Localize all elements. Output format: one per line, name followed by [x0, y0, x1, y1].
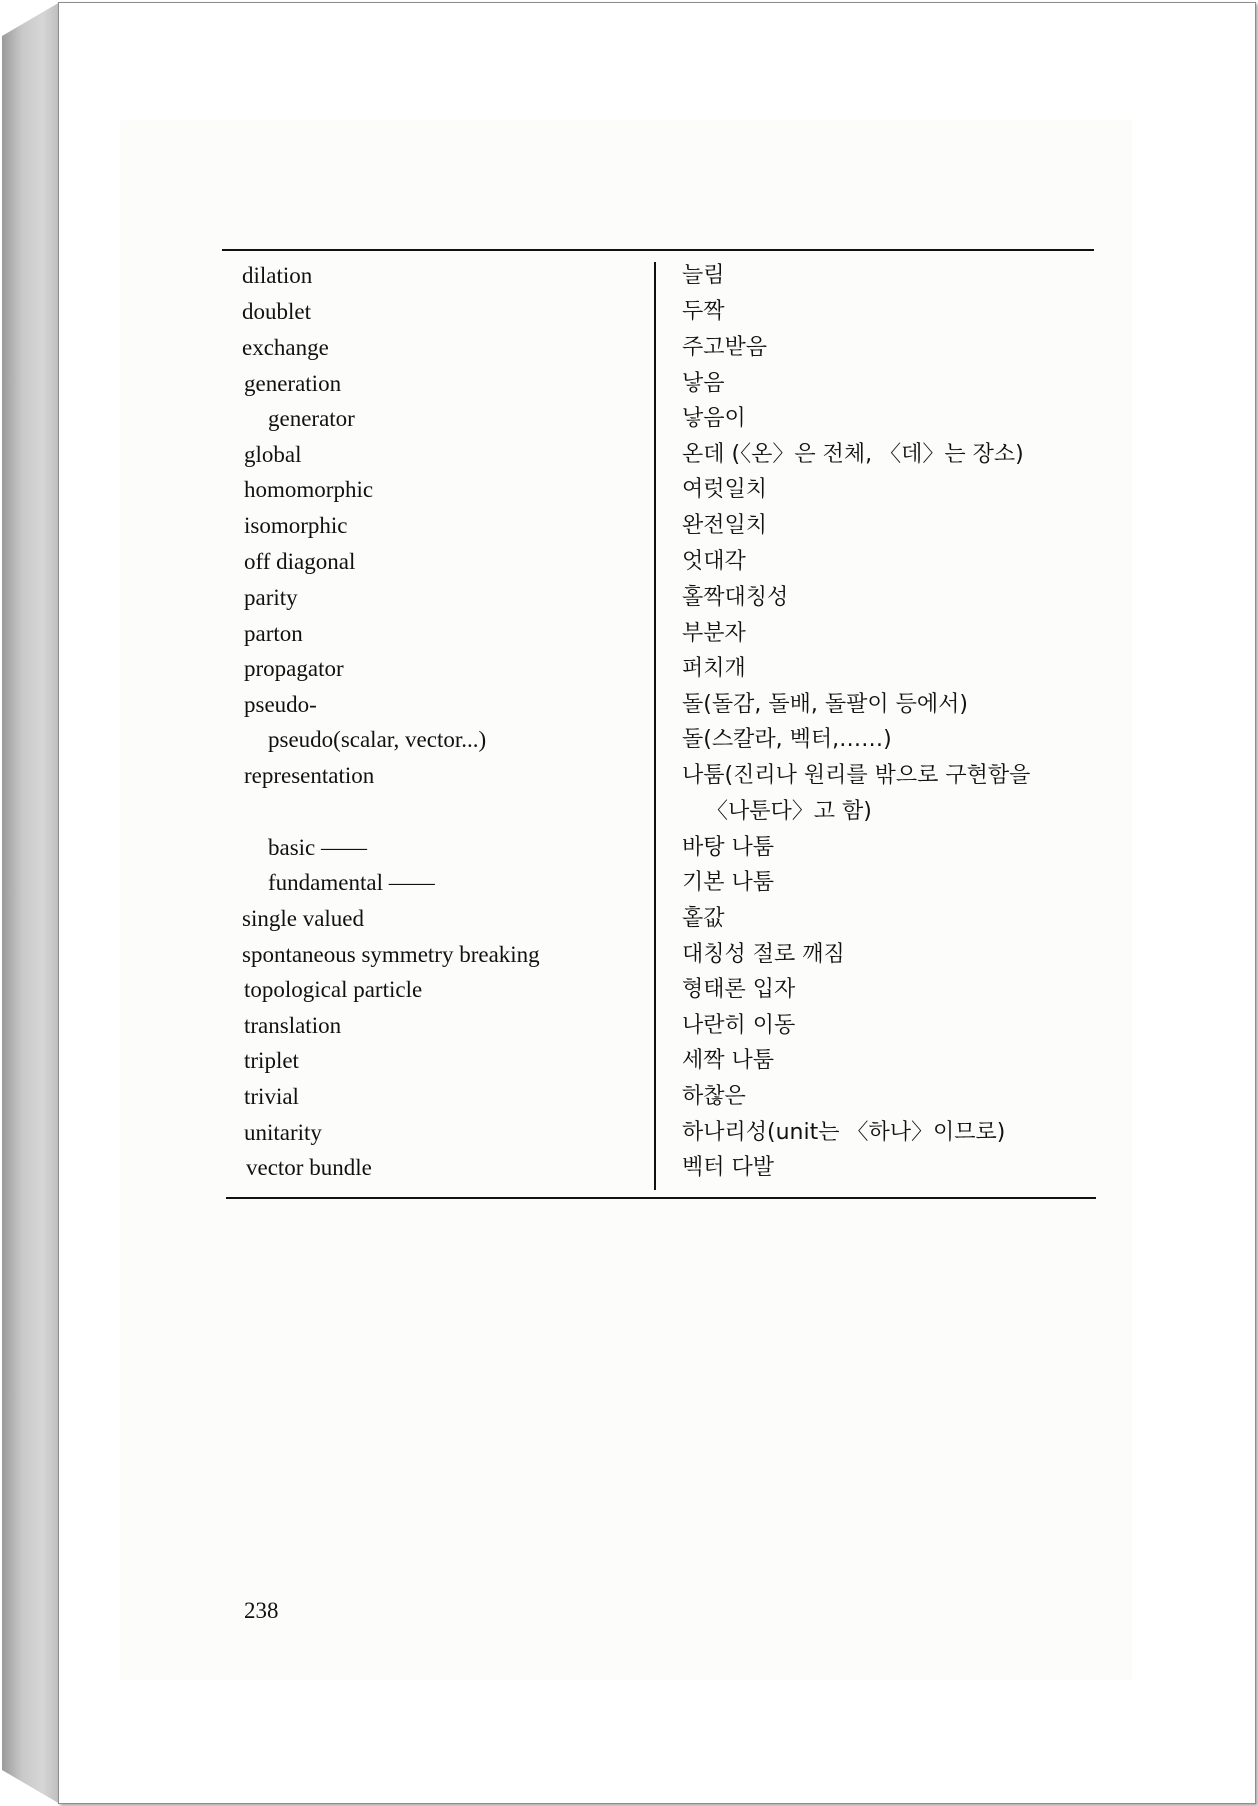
english-term: doublet: [242, 299, 311, 324]
korean-term: 형태론 입자: [682, 977, 796, 1002]
english-term: topological particle: [244, 977, 423, 1002]
english-term: global: [244, 442, 302, 467]
glossary-row: [0, 1047, 1258, 1083]
korean-term: 하나리성(unit는 〈하나〉이므로): [682, 1120, 1006, 1145]
korean-term: 벡터 다발: [682, 1155, 775, 1180]
english-term: generation: [244, 371, 342, 396]
korean-term: 퍼치개: [682, 656, 746, 681]
korean-term: 늘림: [682, 263, 725, 288]
english-term: pseudo-: [244, 692, 317, 717]
glossary-row: [0, 905, 1258, 941]
korean-term: 부분자: [682, 621, 746, 646]
glossary-row: [0, 441, 1258, 477]
korean-term: 돌(스칼라, 벡터,……): [682, 727, 892, 752]
english-term: parton: [244, 621, 303, 646]
english-term: pseudo(scalar, vector...): [268, 727, 487, 752]
english-term: unitarity: [244, 1120, 322, 1145]
glossary-row: [0, 370, 1258, 406]
glossary-row: [0, 976, 1258, 1012]
english-term: basic ——: [268, 835, 368, 860]
english-term: translation: [244, 1013, 342, 1038]
glossary-row: [0, 548, 1258, 584]
english-term: dilation: [242, 263, 313, 288]
glossary-row: [0, 584, 1258, 620]
glossary-row: [0, 762, 1258, 824]
english-term: vector bundle: [246, 1155, 372, 1180]
english-term: fundamental ——: [268, 870, 435, 895]
english-term: homomorphic: [244, 477, 374, 502]
english-term: off diagonal: [244, 549, 356, 574]
glossary-row: [0, 262, 1258, 298]
korean-term: 주고받음: [682, 335, 768, 360]
korean-term: 돌(돌감, 돌배, 돌팔이 등에서): [682, 692, 968, 717]
glossary-row: [0, 1119, 1258, 1155]
glossary-row: [0, 298, 1258, 334]
english-term: trivial: [244, 1084, 299, 1109]
english-term: propagator: [244, 656, 344, 681]
glossary-row: [0, 869, 1258, 905]
glossary-row: [0, 476, 1258, 512]
glossary-row: [0, 655, 1258, 691]
korean-term: 여럿일치: [682, 477, 768, 502]
english-term: generator: [268, 406, 355, 431]
page-number: 238: [244, 1598, 279, 1623]
korean-term: 나툼(진리나 원리를 밖으로 구현함을: [682, 763, 1031, 788]
korean-term: 하찮은: [682, 1084, 746, 1109]
english-term: parity: [244, 585, 298, 610]
korean-term-continued: 〈나툰다〉고 함): [706, 799, 872, 824]
korean-term: 홑값: [682, 906, 725, 931]
english-term: triplet: [244, 1048, 299, 1073]
korean-term: 엇대각: [682, 549, 746, 574]
glossary-row: [0, 405, 1258, 441]
korean-term: 바탕 나툼: [682, 835, 775, 860]
glossary-row: [0, 512, 1258, 548]
glossary-row: [0, 1012, 1258, 1048]
glossary-row: [0, 691, 1258, 727]
korean-term: 나란히 이동: [682, 1013, 796, 1038]
korean-term: 기본 나툼: [682, 870, 775, 895]
glossary-row: [0, 941, 1258, 977]
korean-term: 홀짝대칭성: [682, 585, 789, 610]
english-term: spontaneous symmetry breaking: [242, 942, 540, 967]
korean-term: 대칭성 절로 깨짐: [682, 942, 845, 967]
english-term: isomorphic: [244, 513, 348, 538]
glossary-row: [0, 620, 1258, 656]
english-term: single valued: [242, 906, 364, 931]
english-term: exchange: [242, 335, 329, 360]
korean-term: 두짝: [682, 299, 725, 324]
korean-term: 온데 (〈온〉은 전체, 〈데〉는 장소): [682, 442, 1024, 467]
english-term: representation: [244, 763, 375, 788]
korean-term: 완전일치: [682, 513, 768, 538]
korean-term: 세짝 나툼: [682, 1048, 775, 1073]
glossary-row: [0, 1083, 1258, 1119]
korean-term: 낳음: [682, 371, 725, 396]
korean-term: 낳음이: [682, 406, 746, 431]
glossary-row: [0, 834, 1258, 870]
glossary-row: [0, 1154, 1258, 1190]
glossary-row: [0, 334, 1258, 370]
glossary-row: [0, 726, 1258, 762]
